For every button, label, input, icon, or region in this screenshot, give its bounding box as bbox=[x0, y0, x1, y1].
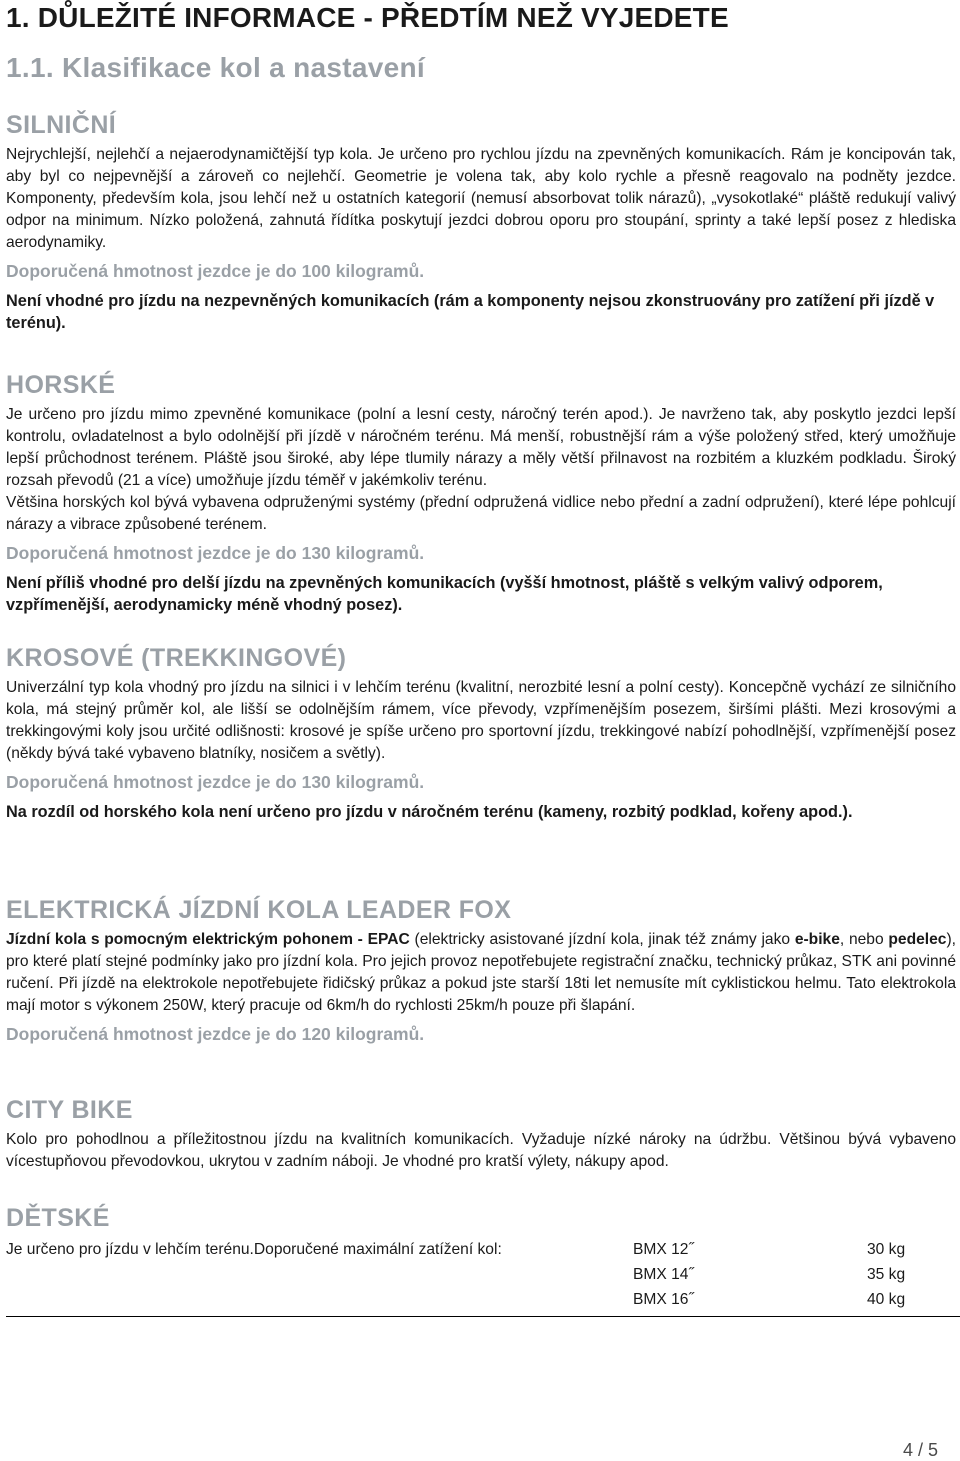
epac-text-1: (elektricky asistované jízdní kola, jinak též známy jako bbox=[409, 931, 795, 948]
recommendation-road: Doporučená hmotnost jezdce je do 100 kilogramů. bbox=[6, 261, 425, 281]
epac-text-3: ), pro které platí stejné podmínky jako pro jízdní kola. Pro jejich provoz nepotřebujete registrační značku, technický průkaz, STK ani povinné ručení. Při jízdě na elektrokole nepotřebujete řidičský průkaz a pokud jste starší 18ti let nemusíte mít cyklistickou helmu. Tato elektrokola mají motor s výkonem 250W, který pracuje od 6km/h do rychlosti 25km/h pouze při šlapání. bbox=[6, 931, 957, 1014]
section-road bbox=[6, 110, 956, 334]
kids-weight: 30 kg bbox=[867, 1241, 906, 1258]
section-kids bbox=[6, 1203, 956, 1319]
section-cross bbox=[6, 643, 956, 823]
kids-load-table bbox=[6, 1237, 960, 1312]
page-number: 4 / 5 bbox=[902, 1440, 938, 1460]
section-city bbox=[6, 1095, 956, 1173]
epac-lead: Jízdní kola s pomocným elektrickým pohonem - EPAC bbox=[6, 931, 410, 948]
section-electric bbox=[6, 895, 956, 1047]
section-mountain bbox=[6, 370, 956, 616]
table-row bbox=[6, 1237, 960, 1262]
recommendation-cross: Doporučená hmotnost jezdce je do 130 kilogramů. bbox=[6, 772, 425, 792]
section-text2-mountain: Většina horských kol bývá vybavena odpruženými systémy (přední odpružená vidlice nebo přední a zadní odpružení), které lépe pohlcují nárazy a vibrace způsobené terénem. bbox=[6, 494, 956, 533]
section-text-cross: Univerzální typ kola vhodný pro jízdu na silnici i v lehčím terénu (kvalitní, nerozbité lesní a polní cesty). Koncepčně vychází ze silničního kola, má stejný průměr kol, ale lišší se odolnějším rámem, více převody, vzpřímenějším posezem, širšími plášti. Mezi krosovými a trekkingovými koly jsou určité odlišnosti: krosové je spíše určeno pro sportovní jízdu, trekkingové nabízí pohodlnější, vzpřímenější posez (někdy bývá také vybaveno blatníky, nosičem a světly). bbox=[6, 679, 956, 762]
kids-weight: 40 kg bbox=[867, 1291, 906, 1308]
section-heading-cross: KROSOVÉ (TREKKINGOVÉ) bbox=[6, 644, 347, 672]
recommendation-electric: Doporučená hmotnost jezdce je do 120 kilogramů. bbox=[6, 1024, 425, 1044]
section-text-electric bbox=[6, 929, 956, 1017]
warning-cross: Na rozdíl od horského kola není určeno pro jízdu v náročném terénu (kameny, rozbitý podklad, kořeny apod.). bbox=[6, 803, 853, 821]
section-heading-electric: ELEKTRICKÁ JÍZDNÍ KOLA LEADER FOX bbox=[6, 896, 512, 924]
ebike-term: e-bike bbox=[794, 931, 840, 948]
kids-load-table-wrap bbox=[6, 1237, 956, 1319]
section-text-city: Kolo pro pohodlnou a příležitostnou jízdu na kvalitních komunikacích. Vyžaduje nízké nároky na údržbu. Většinou bývá vybaveno vícestupňovou převodovkou, ukrytou v zadním náboji. Je vhodné pro kratší výlety, nákupy apod. bbox=[6, 1131, 956, 1170]
warning-road: Není vhodné pro jízdu na nezpevněných komunikacích (rám a komponenty nejsou zkonstruovány pro zatížení při jízdě v terénu). bbox=[6, 292, 935, 332]
section-heading-mountain: HORSKÉ bbox=[6, 371, 116, 399]
table-row bbox=[6, 1287, 960, 1312]
kids-model: BMX 12˝ bbox=[633, 1241, 694, 1258]
section-text-mountain: Je určeno pro jízdu mimo zpevněné komunikace (polní a lesní cesty, náročný terén apod.). Je navrženo tak, aby poskytlo jezdci lepší kontrolu, ovladatelnost a bylo odolnější při jízdě v náročném terénu. Má menší, robustnější rám a výše položený střed, který umožňuje lepší průchodnost terénem. Pláště jsou široké, aby lépe tlumily nárazy a měly větší přilnavost na rozbitém a kluzkém podkladu. Široký rozsah převodů (21 a více) umožňuje jízdu téměř v jakémkoliv terénu. bbox=[6, 406, 956, 489]
recommendation-mountain: Doporučená hmotnost jezdce je do 130 kilogramů. bbox=[6, 543, 425, 563]
kids-intro: Je určeno pro jízdu v lehčím terénu.Doporučené maximální zatížení kol: bbox=[6, 1241, 502, 1258]
page-subtitle: 1.1. Klasifikace kol a nastavení bbox=[6, 52, 425, 83]
kids-model: BMX 16˝ bbox=[633, 1291, 694, 1308]
warning-mountain: Není příliš vhodné pro delší jízdu na zpevněných komunikacích (vyšší hmotnost, pláště s velkým valivý odporem, vzpřímenější, aerodynamicky méně vhodný posez). bbox=[6, 574, 883, 614]
section-heading-kids: DĚTSKÉ bbox=[6, 1204, 110, 1232]
table-row bbox=[6, 1262, 960, 1287]
kids-weight: 35 kg bbox=[867, 1266, 906, 1283]
kids-model: BMX 14˝ bbox=[633, 1266, 694, 1283]
section-heading-city: CITY BIKE bbox=[6, 1096, 133, 1124]
section-heading-road: SILNIČNÍ bbox=[6, 111, 117, 139]
epac-text-2: , nebo bbox=[839, 931, 889, 948]
pedelec-term: pedelec bbox=[888, 931, 947, 948]
table-bottom-rule bbox=[6, 1316, 960, 1317]
section-text-road: Nejrychlejší, nejlehčí a nejaerodynamičtější typ kola. Je určeno pro rychlou jízdu na zpevněných komunikacích. Rám je koncipován tak, aby byl co nejpevnější a zároveň co nejlehčí. Geometrie je volena tak, aby kolo rychle a přesně reagovalo na podněty jezdce. Komponenty, především kola, jsou lehčí než u ostatních kategorií (nemusí absorbovat tolik nárazů), „vysokotlaké“ pláště redukují valivý odpor na minimum. Nízko položená, zahnutá řídítka poskytují jezdci dobrou oporu pro stoupání, sprinty a také lepší posez z hlediska aerodynamiky. bbox=[6, 146, 956, 251]
page-title: 1. DŮLEŽITÉ INFORMACE - PŘEDTÍM NEŽ VYJEDETE bbox=[6, 2, 729, 33]
